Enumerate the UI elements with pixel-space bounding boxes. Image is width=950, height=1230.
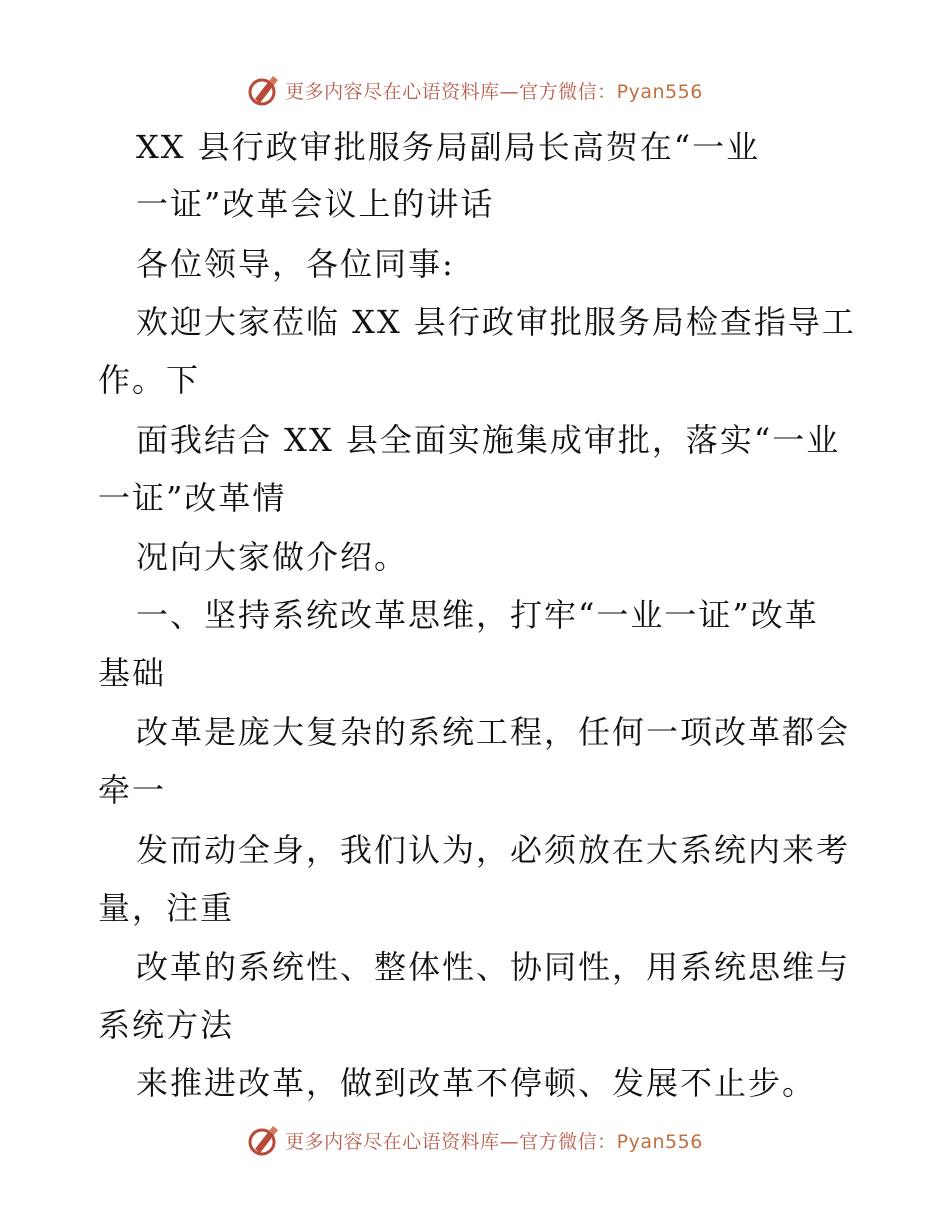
section-heading: 基础 [98, 654, 167, 692]
header-watermark [0, 70, 950, 110]
title-line-1: XX 县行政审批服务局副局长高贺在“一业 [136, 128, 761, 166]
paragraph-line: 系统方法 [98, 1006, 235, 1044]
paragraph-line: 发而动全身，我们认为，必须放在大系统内来考 [136, 831, 851, 869]
paragraph-line: 牵一 [98, 771, 167, 809]
paragraph-line: 面我结合 XX 县全面实施集成审批，落实“一业 [136, 421, 841, 459]
wechat-id: Pyan556 [616, 80, 703, 103]
paragraph-line: 欢迎大家莅临 XX 县行政审批服务局检查指导工 [136, 303, 856, 341]
pen-logo-icon [247, 1123, 281, 1157]
paragraph-line: 改革的系统性、整体性、协同性，用系统思维与 [136, 948, 851, 986]
section-heading: 一、坚持系统改革思维，打牢“一业一证”改革 [136, 596, 819, 634]
watermark-text: 更多内容尽在心语资料库—官方微信：Pyan556 [285, 80, 703, 103]
salutation: 各位领导，各位同事: [136, 245, 455, 283]
paragraph-line: 作。下 [98, 361, 201, 399]
footer-watermark [0, 1120, 950, 1160]
watermark-text: 更多内容尽在心语资料库—官方微信：Pyan556 [285, 1130, 703, 1153]
title-line-2: 一证”改革会议上的讲话 [136, 185, 495, 223]
paragraph-line: 一证”改革情 [98, 479, 287, 517]
paragraph-line: 况向大家做介绍。 [136, 538, 409, 576]
wechat-id: Pyan556 [616, 1130, 703, 1153]
paragraph-line: 量，注重 [98, 889, 235, 927]
paragraph-line: 来推进改革，做到改革不停顿、发展不止步。 [136, 1064, 817, 1102]
pen-logo-icon [247, 73, 281, 107]
paragraph-line: 改革是庞大复杂的系统工程，任何一项改革都会 [136, 713, 851, 751]
